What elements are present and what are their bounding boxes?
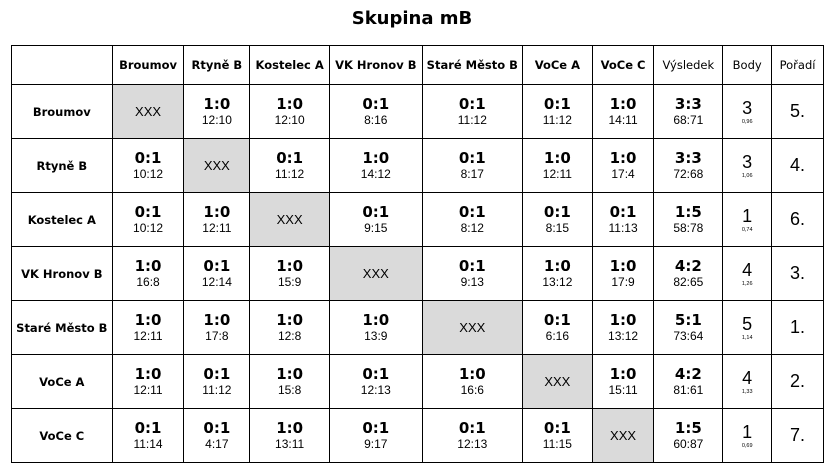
result-cell xyxy=(654,301,723,355)
match-result xyxy=(330,312,422,344)
match-score: 0:1 xyxy=(362,418,390,437)
rank-cell: 1. xyxy=(772,301,824,355)
match-result xyxy=(423,420,522,452)
match-cell xyxy=(523,193,593,247)
match-score: 1:0 xyxy=(276,364,304,383)
points-ratio: 0,96 xyxy=(741,118,753,125)
match-cell xyxy=(250,355,330,409)
match-result xyxy=(523,96,592,128)
match-points: 11:12 xyxy=(275,167,305,182)
match-points: 14:12 xyxy=(360,167,391,182)
match-cell xyxy=(330,193,423,247)
points-cell xyxy=(723,139,772,193)
match-result xyxy=(113,258,184,290)
match-points: 4:17 xyxy=(205,437,229,452)
match-cell xyxy=(184,247,250,301)
points-value xyxy=(723,99,771,125)
match-score: 1:0 xyxy=(276,418,304,437)
match-result xyxy=(184,312,249,344)
match-cell xyxy=(112,193,184,247)
match-cell xyxy=(184,193,250,247)
match-points: 8:16 xyxy=(364,113,388,128)
match-score: 1:0 xyxy=(134,364,162,383)
column-header: Rtyně B xyxy=(184,46,250,85)
match-cell xyxy=(592,301,654,355)
table-row xyxy=(12,139,824,193)
total-points: 68:71 xyxy=(673,113,704,128)
match-cell xyxy=(112,247,184,301)
corner-cell xyxy=(12,46,113,85)
match-points: 11:12 xyxy=(542,113,572,128)
points-ratio: 1,33 xyxy=(741,388,753,395)
match-result xyxy=(593,312,654,344)
match-score: 1:0 xyxy=(609,256,637,275)
row-team-name: VK Hronov B xyxy=(12,247,113,301)
match-cell xyxy=(592,193,654,247)
total-score: 4:2 xyxy=(674,256,702,275)
column-header: VoCe C xyxy=(592,46,654,85)
match-result xyxy=(113,420,184,452)
total-points: 60:87 xyxy=(673,437,704,452)
match-cell xyxy=(112,139,184,193)
row-team-name: Broumov xyxy=(12,85,113,139)
match-points: 13:9 xyxy=(364,329,388,344)
match-cell xyxy=(184,85,250,139)
match-cell xyxy=(330,301,423,355)
match-result xyxy=(250,366,329,398)
match-cell xyxy=(592,355,654,409)
match-result xyxy=(423,258,522,290)
match-result xyxy=(423,366,522,398)
total-score: 3:3 xyxy=(674,94,702,113)
match-score: 0:1 xyxy=(543,418,571,437)
match-points: 12:10 xyxy=(274,113,305,128)
self-match-cell: XXX xyxy=(523,355,593,409)
header-row xyxy=(12,46,824,85)
match-points: 8:12 xyxy=(460,221,484,236)
total-result xyxy=(654,366,722,398)
rank-cell: 7. xyxy=(772,409,824,463)
match-result xyxy=(250,420,329,452)
match-score: 0:1 xyxy=(276,148,304,167)
match-score: 0:1 xyxy=(203,364,231,383)
match-score: 0:1 xyxy=(362,202,390,221)
match-points: 16:6 xyxy=(460,383,484,398)
match-points: 10:12 xyxy=(133,167,164,182)
page-title: Skupina mB xyxy=(351,8,473,29)
total-score: 3:3 xyxy=(674,148,702,167)
match-result xyxy=(330,150,422,182)
result-cell xyxy=(654,193,723,247)
table-row xyxy=(12,301,824,355)
match-result xyxy=(113,312,184,344)
rank-cell: 6. xyxy=(772,193,824,247)
match-score: 0:1 xyxy=(543,94,571,113)
match-result xyxy=(184,96,249,128)
match-cell xyxy=(250,409,330,463)
match-points: 8:15 xyxy=(545,221,570,236)
match-points: 11:13 xyxy=(608,221,638,236)
match-points: 8:17 xyxy=(460,167,484,182)
match-points: 15:9 xyxy=(277,275,302,290)
match-score: 1:0 xyxy=(362,148,390,167)
match-score: 1:0 xyxy=(134,256,162,275)
points-number: 4 xyxy=(742,259,753,280)
match-result xyxy=(523,150,592,182)
points-number: 3 xyxy=(742,97,753,118)
points-cell xyxy=(723,85,772,139)
points-ratio: 1,06 xyxy=(741,172,753,179)
match-score: 0:1 xyxy=(458,202,486,221)
match-score: 1:0 xyxy=(609,148,637,167)
match-score: 1:0 xyxy=(203,310,231,329)
match-result xyxy=(523,258,592,290)
match-result xyxy=(184,204,249,236)
match-result xyxy=(184,420,249,452)
match-score: 0:1 xyxy=(134,418,162,437)
match-result xyxy=(423,150,522,182)
match-points: 11:14 xyxy=(133,437,163,452)
match-cell xyxy=(112,301,184,355)
match-result xyxy=(330,96,422,128)
row-team-name: Kostelec A xyxy=(12,193,113,247)
rank-header: Pořadí xyxy=(772,46,824,85)
match-cell xyxy=(592,247,654,301)
points-number: 1 xyxy=(742,205,753,226)
match-cell xyxy=(330,85,423,139)
match-points: 12:11 xyxy=(133,383,163,398)
self-match-cell: XXX xyxy=(330,247,423,301)
table-row xyxy=(12,355,824,409)
match-points: 13:12 xyxy=(542,275,573,290)
points-header: Body xyxy=(723,46,772,85)
match-score: 0:1 xyxy=(543,202,571,221)
points-value xyxy=(723,315,771,341)
match-points: 12:8 xyxy=(277,329,302,344)
rank-cell: 2. xyxy=(772,355,824,409)
match-points: 11:12 xyxy=(202,383,232,398)
match-score: 0:1 xyxy=(203,256,231,275)
match-cell xyxy=(184,409,250,463)
standings-table xyxy=(11,45,824,463)
total-score: 1:5 xyxy=(674,202,702,221)
match-score: 1:0 xyxy=(203,94,231,113)
match-score: 0:1 xyxy=(458,94,486,113)
match-score: 1:0 xyxy=(609,364,637,383)
match-result xyxy=(423,96,522,128)
match-points: 9:15 xyxy=(364,221,388,236)
match-score: 1:0 xyxy=(203,202,231,221)
match-cell xyxy=(184,301,250,355)
points-value xyxy=(723,153,771,179)
match-cell xyxy=(184,355,250,409)
table-row xyxy=(12,193,824,247)
match-points: 12:13 xyxy=(360,383,391,398)
table-row xyxy=(12,85,824,139)
match-score: 0:1 xyxy=(458,148,486,167)
row-team-name: Rtyně B xyxy=(12,139,113,193)
row-team-name: Staré Město B xyxy=(12,301,113,355)
match-points: 15:8 xyxy=(277,383,302,398)
total-result xyxy=(654,204,722,236)
match-result xyxy=(523,420,592,452)
match-score: 0:1 xyxy=(362,94,390,113)
points-number: 5 xyxy=(742,313,753,334)
column-header: Kostelec A xyxy=(250,46,330,85)
match-cell xyxy=(330,409,423,463)
total-points: 72:68 xyxy=(673,167,704,182)
match-cell xyxy=(523,85,593,139)
match-result xyxy=(593,204,654,236)
row-team-name: VoCe C xyxy=(12,409,113,463)
self-match-cell: XXX xyxy=(112,85,184,139)
match-result xyxy=(250,150,329,182)
match-result xyxy=(423,204,522,236)
points-cell xyxy=(723,193,772,247)
match-points: 6:16 xyxy=(545,329,570,344)
match-cell xyxy=(250,85,330,139)
match-points: 12:11 xyxy=(133,329,163,344)
rank-cell: 5. xyxy=(772,85,824,139)
column-header: Staré Město B xyxy=(422,46,522,85)
column-header: Broumov xyxy=(112,46,184,85)
match-score: 1:0 xyxy=(362,310,390,329)
points-value xyxy=(723,423,771,449)
match-points: 13:11 xyxy=(275,437,305,452)
self-match-cell: XXX xyxy=(250,193,330,247)
match-cell xyxy=(330,139,423,193)
match-score: 0:1 xyxy=(134,148,162,167)
column-header: VK Hronov B xyxy=(330,46,423,85)
points-cell xyxy=(723,355,772,409)
match-points: 16:8 xyxy=(136,275,160,290)
match-cell xyxy=(523,247,593,301)
result-cell xyxy=(654,409,723,463)
match-cell xyxy=(422,139,522,193)
total-points: 58:78 xyxy=(673,221,704,236)
total-result xyxy=(654,420,722,452)
match-cell xyxy=(523,301,593,355)
match-cell xyxy=(422,409,522,463)
match-score: 0:1 xyxy=(458,256,486,275)
match-points: 11:15 xyxy=(542,437,572,452)
match-points: 10:12 xyxy=(133,221,164,236)
match-points: 11:12 xyxy=(457,113,487,128)
match-result xyxy=(330,204,422,236)
match-result xyxy=(523,312,592,344)
self-match-cell: XXX xyxy=(184,139,250,193)
match-points: 12:10 xyxy=(201,113,232,128)
match-score: 0:1 xyxy=(543,310,571,329)
points-ratio: 0,74 xyxy=(741,226,753,233)
self-match-cell: XXX xyxy=(592,409,654,463)
points-ratio: 1,26 xyxy=(741,280,753,287)
match-cell xyxy=(592,85,654,139)
match-score: 1:0 xyxy=(609,94,637,113)
match-result xyxy=(250,312,329,344)
match-result xyxy=(184,366,249,398)
match-cell xyxy=(250,247,330,301)
match-points: 12:14 xyxy=(201,275,232,290)
match-cell xyxy=(422,355,522,409)
points-number: 3 xyxy=(742,151,753,172)
result-header: Výsledek xyxy=(654,46,723,85)
match-result xyxy=(113,150,184,182)
match-result xyxy=(593,258,654,290)
match-cell xyxy=(330,355,423,409)
match-result xyxy=(250,258,329,290)
match-score: 0:1 xyxy=(362,364,390,383)
match-score: 1:0 xyxy=(134,310,162,329)
result-cell xyxy=(654,247,723,301)
total-score: 5:1 xyxy=(674,310,702,329)
points-value xyxy=(723,207,771,233)
total-points: 73:64 xyxy=(673,329,704,344)
table-row xyxy=(12,409,824,463)
points-value xyxy=(723,369,771,395)
match-points: 9:13 xyxy=(460,275,484,290)
match-score: 1:0 xyxy=(276,310,304,329)
match-cell xyxy=(592,139,654,193)
match-result xyxy=(593,150,654,182)
match-points: 14:11 xyxy=(608,113,638,128)
match-result xyxy=(113,366,184,398)
points-number: 1 xyxy=(742,421,753,442)
points-value xyxy=(723,261,771,287)
match-result xyxy=(593,96,654,128)
points-cell xyxy=(723,301,772,355)
result-cell xyxy=(654,139,723,193)
match-score: 1:0 xyxy=(276,256,304,275)
match-result xyxy=(184,258,249,290)
match-points: 17:8 xyxy=(205,329,229,344)
result-cell xyxy=(654,85,723,139)
match-cell xyxy=(422,193,522,247)
total-points: 82:65 xyxy=(673,275,704,290)
table-row xyxy=(12,247,824,301)
match-points: 12:11 xyxy=(542,167,572,182)
points-number: 4 xyxy=(742,367,753,388)
total-result xyxy=(654,312,722,344)
self-match-cell: XXX xyxy=(422,301,522,355)
row-team-name: VoCe A xyxy=(12,355,113,409)
total-result xyxy=(654,258,722,290)
match-score: 1:0 xyxy=(543,148,571,167)
match-score: 0:1 xyxy=(203,418,231,437)
match-score: 0:1 xyxy=(458,418,486,437)
match-cell xyxy=(250,139,330,193)
match-cell xyxy=(422,247,522,301)
total-score: 4:2 xyxy=(674,364,702,383)
rank-cell: 4. xyxy=(772,139,824,193)
total-points: 81:61 xyxy=(673,383,704,398)
match-result xyxy=(523,204,592,236)
match-cell xyxy=(112,355,184,409)
points-cell xyxy=(723,409,772,463)
match-points: 12:11 xyxy=(202,221,232,236)
match-score: 0:1 xyxy=(609,202,637,221)
match-score: 1:0 xyxy=(458,364,486,383)
points-cell xyxy=(723,247,772,301)
match-result xyxy=(113,204,184,236)
points-ratio: 0,69 xyxy=(741,442,753,449)
match-score: 1:0 xyxy=(276,94,304,113)
match-points: 9:17 xyxy=(364,437,388,452)
match-result xyxy=(330,420,422,452)
match-result xyxy=(250,96,329,128)
total-result xyxy=(654,96,722,128)
column-header: VoCe A xyxy=(523,46,593,85)
match-cell xyxy=(250,301,330,355)
match-points: 15:11 xyxy=(608,383,638,398)
match-points: 17:9 xyxy=(611,275,635,290)
result-cell xyxy=(654,355,723,409)
match-result xyxy=(593,366,654,398)
total-result xyxy=(654,150,722,182)
rank-cell: 3. xyxy=(772,247,824,301)
match-points: 17:4 xyxy=(611,167,635,182)
match-cell xyxy=(523,409,593,463)
match-cell xyxy=(523,139,593,193)
match-points: 13:12 xyxy=(608,329,639,344)
match-score: 1:0 xyxy=(609,310,637,329)
total-score: 1:5 xyxy=(674,418,702,437)
match-points: 12:13 xyxy=(457,437,488,452)
match-score: 1:0 xyxy=(543,256,571,275)
match-result xyxy=(330,366,422,398)
match-cell xyxy=(112,409,184,463)
points-ratio: 1,14 xyxy=(741,334,753,341)
match-score: 0:1 xyxy=(134,202,162,221)
match-cell xyxy=(422,85,522,139)
